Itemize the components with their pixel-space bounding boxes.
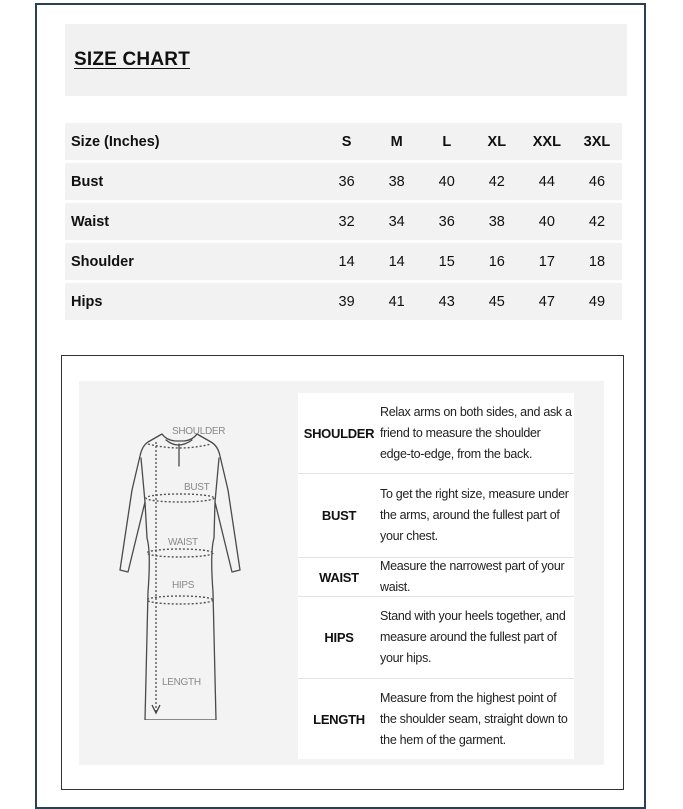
- cell: 38: [372, 163, 422, 200]
- guide-row-hips: [298, 597, 574, 679]
- cell: 42: [472, 163, 522, 200]
- table-row: [65, 203, 622, 240]
- page-title: SIZE CHART: [74, 49, 190, 70]
- row-label: Bust: [65, 163, 322, 200]
- table-row: [65, 283, 622, 320]
- guide-label: HIPS: [324, 630, 354, 645]
- guide-text: To get the right size, measure under the arms, around the fullest part of your chest.: [380, 487, 569, 543]
- diagram-label-length: LENGTH: [162, 677, 201, 688]
- cell: 41: [372, 283, 422, 320]
- size-table-header: [65, 123, 622, 160]
- diagram-label-hips: HIPS: [172, 580, 195, 591]
- guide-label: BUST: [321, 508, 357, 523]
- guide-label: SHOULDER: [303, 425, 375, 441]
- table-row: [65, 243, 622, 280]
- guide-row-shoulder: [298, 393, 574, 474]
- guide-row-waist: [298, 558, 574, 597]
- cell: 32: [322, 203, 372, 240]
- size-col-xxl: XXL: [522, 123, 572, 160]
- size-header-label: Size (Inches): [65, 123, 322, 160]
- size-col-xl: XL: [472, 123, 522, 160]
- cell: 16: [472, 243, 522, 280]
- cell: 44: [522, 163, 572, 200]
- guide-row-bust: [298, 474, 574, 558]
- cell: 40: [522, 203, 572, 240]
- cell: 36: [322, 163, 372, 200]
- cell: 17: [522, 243, 572, 280]
- cell: 47: [522, 283, 572, 320]
- diagram-label-bust: BUST: [184, 482, 210, 493]
- cell: 18: [572, 243, 622, 280]
- diagram-label-waist: WAIST: [168, 537, 198, 548]
- guide-text: Stand with your heels together, and measure around the fullest part of your hips.: [380, 609, 566, 665]
- guide-text: Measure from the highest point of the shoulder seam, straight down to the hem of the garment.: [380, 690, 568, 747]
- guide-label: WAIST: [319, 569, 359, 585]
- row-label: Hips: [65, 283, 322, 320]
- cell: 49: [572, 283, 622, 320]
- table-row: [65, 163, 622, 200]
- sleeve-seam-right: [215, 458, 219, 502]
- diagram-label-shoulder: SHOULDER: [172, 426, 226, 437]
- cell: 46: [572, 163, 622, 200]
- cell: 15: [422, 243, 472, 280]
- cell: 34: [372, 203, 422, 240]
- hips-line: [147, 596, 213, 604]
- cell: 43: [422, 283, 472, 320]
- cell: 40: [422, 163, 472, 200]
- size-table: [65, 120, 622, 323]
- cell: 14: [372, 243, 422, 280]
- measurement-instructions: [298, 393, 574, 759]
- cell: 14: [322, 243, 372, 280]
- guide-label: LENGTH: [313, 711, 365, 727]
- cell: 45: [472, 283, 522, 320]
- size-col-m: M: [372, 123, 422, 160]
- size-col-s: S: [322, 123, 372, 160]
- guide-row-length: [298, 679, 574, 759]
- cell: 36: [422, 203, 472, 240]
- guide-text: Measure the narrowest part of your waist.: [380, 559, 565, 594]
- size-col-l: L: [422, 123, 472, 160]
- dress-diagram: [110, 420, 250, 720]
- guide-text: Relax arms on both sides, and ask a friend to measure the shoulder edge-to-edge, from the back.: [380, 404, 572, 461]
- row-label: Shoulder: [65, 243, 322, 280]
- cell: 38: [472, 203, 522, 240]
- waist-line: [147, 549, 213, 557]
- row-label: Waist: [65, 203, 322, 240]
- size-col-3xl: 3XL: [572, 123, 622, 160]
- cell: 39: [322, 283, 372, 320]
- sleeve-seam-left: [141, 458, 145, 502]
- cell: 42: [572, 203, 622, 240]
